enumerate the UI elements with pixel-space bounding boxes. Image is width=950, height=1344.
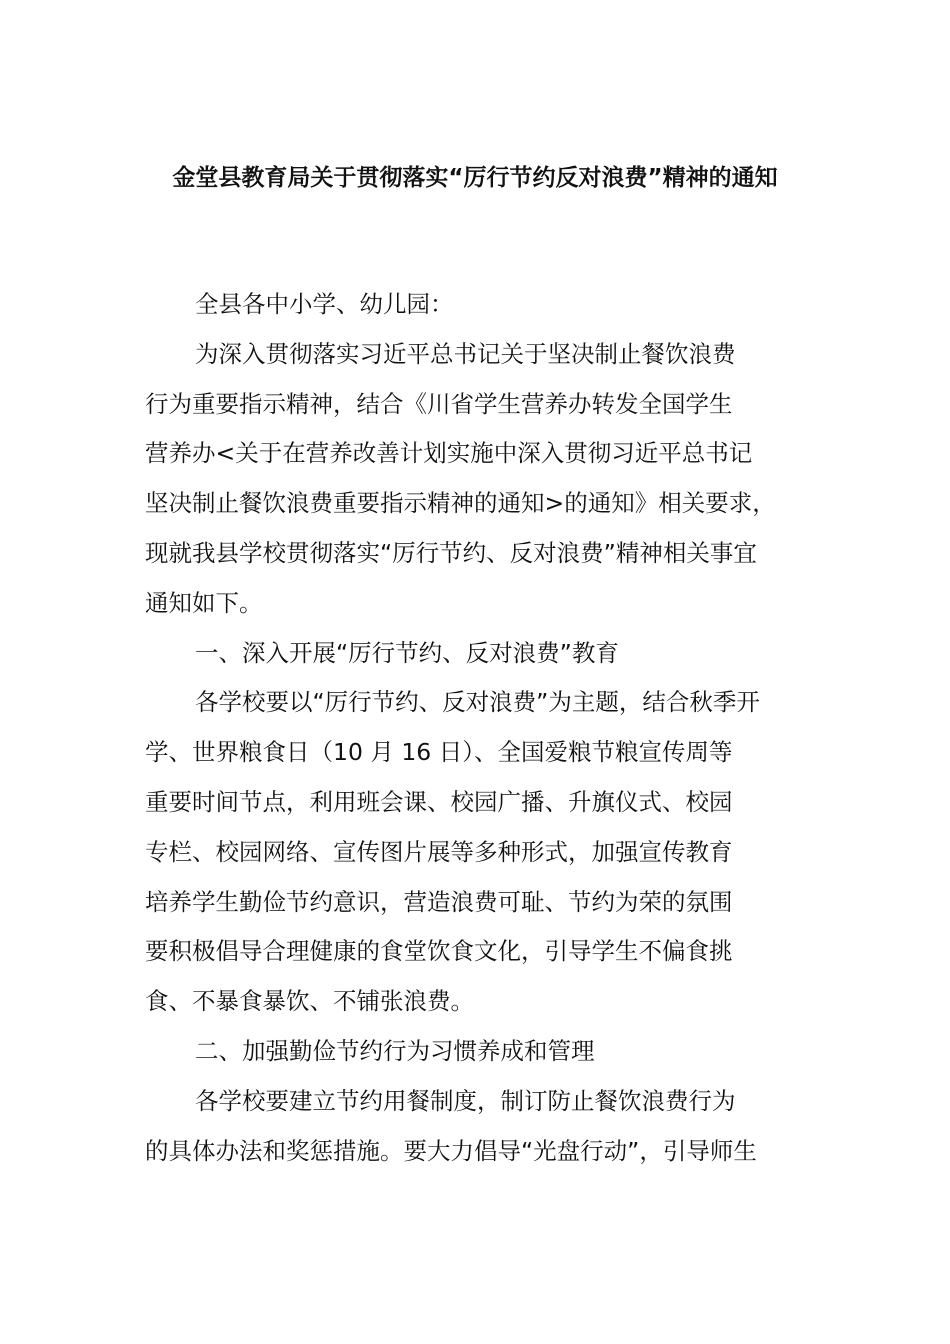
document-body xyxy=(145,280,845,1176)
body-line: 食、不暴食暴饮、不铺张浪费。 xyxy=(145,987,474,1016)
body-line: 二、加强勤俭节约行为习惯养成和管理 xyxy=(195,1036,595,1065)
body-line: 全县各中小学、幼儿园： xyxy=(195,290,454,318)
body-line: 重要时间节点，利用班会课、校园广播、升旗仪式、校园 xyxy=(145,787,733,816)
body-line: 行为重要指示精神，结合《川省学生营养办转发全国学生 xyxy=(145,389,733,418)
document-title: 金堂县教育局关于贯彻落实“厉行节约反对浪费”精神的通知 xyxy=(172,165,778,191)
body-line: 要积极倡导合理健康的食堂饮食文化，引导学生不偏食挑 xyxy=(145,937,733,966)
body-line: 为深入贯彻落实习近平总书记关于坚决制止餐饮浪费 xyxy=(195,339,736,368)
body-line: 各学校要以“厉行节约、反对浪费”为主题，结合秋季开 xyxy=(195,688,760,717)
body-line: 通知如下。 xyxy=(145,588,263,617)
body-line: 一、深入开展“厉行节约、反对浪费”教育 xyxy=(195,638,619,667)
body-line: 各学校要建立节约用餐制度，制订防止餐饮浪费行为 xyxy=(195,1086,736,1115)
body-line: 现就我县学校贯彻落实“厉行节约、反对浪费”精神相关事宜 xyxy=(145,538,757,567)
body-line: 培养学生勤俭节约意识，营造浪费可耻、节约为荣的氛围 xyxy=(145,887,733,916)
body-line: 学、世界粮食日（10 月 16 日）、全国爱粮节粮宣传周等 xyxy=(145,738,733,767)
body-line: 营养办<关于在营养改善计划实施中深入贯彻习近平总书记 xyxy=(145,439,753,468)
body-line: 专栏、校园网络、宣传图片展等多种形式，加强宣传教育 xyxy=(145,837,733,866)
body-line: 的具体办法和奖惩措施。要大力倡导“光盘行动”，引导师生 xyxy=(145,1136,757,1165)
body-line: 坚决制止餐饮浪费重要指示精神的通知>的通知》相关要求， xyxy=(145,489,776,518)
